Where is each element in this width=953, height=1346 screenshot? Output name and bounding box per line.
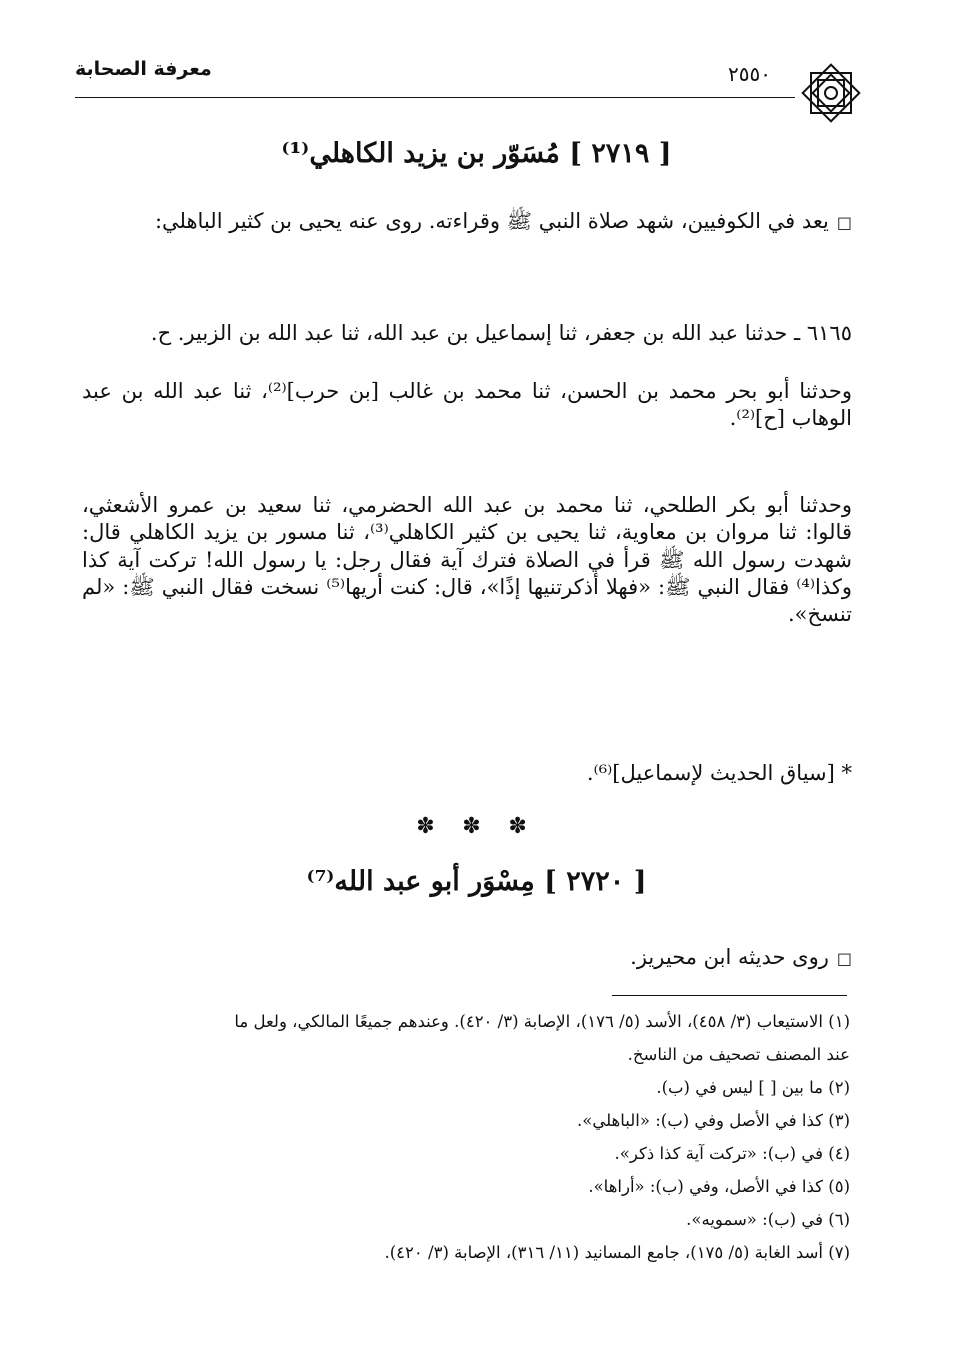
- narration-note: * [سياق الحديث لإسماعيل]⁽⁶⁾.: [586, 761, 852, 785]
- footnote-6: (٦) في (ب): «سمويه».: [686, 1210, 850, 1229]
- header-rule: [75, 97, 795, 98]
- entry2-text: روى حديثه ابن محيريز.: [630, 945, 829, 969]
- intro-paragraph: [82, 208, 852, 235]
- hadith-number-line: ٦١٦٥ ـ حدثنا عبد الله بن جعفر، ثنا إسماعيل بن عبد الله، ثنا عبد الله بن الزبير. ح.: [150, 321, 852, 345]
- star-ornament-icon: [798, 60, 864, 126]
- section-separator: ✽ ✽ ✽: [416, 814, 537, 839]
- page-number: ٢٥٥٠: [728, 62, 771, 86]
- intro-text: يعد في الكوفيين، شهد صلاة النبي ﷺ وقراءته. روى عنه يحيى بن كثير الباهلي:: [154, 209, 829, 233]
- footnote-1: (١) الاستيعاب (٣/ ٤٥٨)، الأسد (٥/ ١٧٦)، الإصابة (٣/ ٤٢٠). وعندهم جميعًا المالكي، ولعل ما: [234, 1012, 850, 1031]
- footnote-rule: [612, 995, 847, 996]
- square-bullet-icon: □: [836, 213, 852, 232]
- square-bullet-icon: □: [836, 949, 852, 968]
- hadith-main-paragraph: وحدثنا أبو بكر الطلحي، ثنا محمد بن عبد الله الحضرمي، ثنا سعيد بن عمرو الأشعثي، قالوا: ثنا مروان بن معاوية، ثنا يحيى بن كثير الكاهلي⁽³⁾، ثنا مسور بن يزيد الكاهلي قال: شهدت رسول الله ﷺ قرأ في الصلاة فترك آية فقال رجل: يا رسول الله! تركت آية كذا وكذا⁽⁴⁾ فقال النبي ﷺ: «فهلا أذكرتنيها إذًا»، قال: كنت أريها⁽⁵⁾ نسخت فقال النبي ﷺ: «لم تنسخ».: [82, 493, 852, 627]
- entry-title-2719: [ ٢٧١٩ ] مُسَوّر بن يزيد الكاهلي⁽¹⁾: [281, 138, 672, 169]
- entry2-paragraph: [82, 944, 852, 971]
- entry-title-2720: [ ٢٧٢٠ ] مِسْوَر أبو عبد الله⁽⁷⁾: [306, 866, 647, 897]
- footnote-7: (٧) أسد الغابة (٥/ ١٧٥)، جامع المسانيد (١١/ ٣١٦)، الإصابة (٣/ ٤٢٠).: [384, 1243, 850, 1262]
- running-head-title: معرفة الصحابة: [75, 58, 212, 80]
- footnote-2: (٢) ما بين [ ] ليس في (ب).: [656, 1078, 850, 1097]
- footnote-4: (٤) في (ب): «تركت آية كذا ذكر».: [614, 1144, 850, 1163]
- footnote-5: (٥) كذا في الأصل، وفي (ب): «أراها».: [588, 1177, 850, 1196]
- isnad-paragraph-2: وحدثنا أبو بحر محمد بن الحسن، ثنا محمد بن غالب [بن حرب]⁽²⁾، ثنا عبد الله بن عبد الوهاب [ح]⁽²⁾.: [82, 379, 853, 431]
- footnote-1-continued: عند المصنف تصحيف من الناسخ.: [627, 1045, 850, 1064]
- footnote-3: (٣) كذا في الأصل وفي (ب): «الباهلي».: [576, 1111, 850, 1130]
